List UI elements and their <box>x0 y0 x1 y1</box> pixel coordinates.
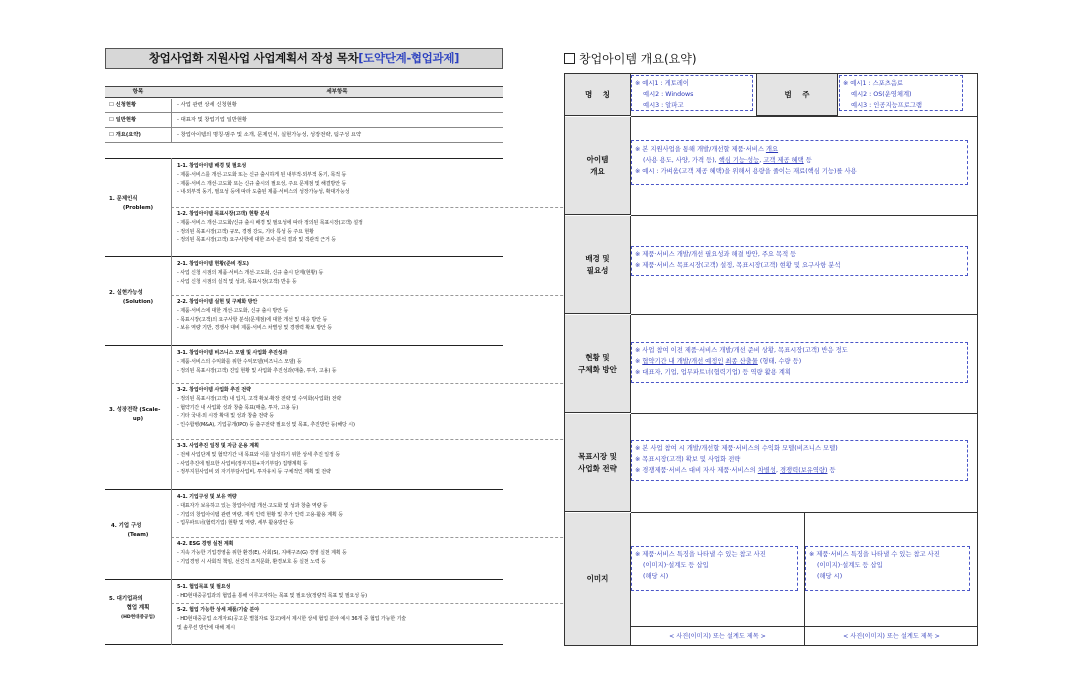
divider <box>171 537 608 538</box>
toc-row-summary <box>105 129 503 143</box>
subsection-3-2: 3-2. 창업아이템 사업화 추진 전략 - 정의된 목표시장(고객) 내 입지, 고객 확보·확장 전략 및 수익화(사업화) 전략 - 협약기간 내 사업화 성과 창출 목표(매출, 투자, 고용 등) - 기타 국내·외 시장 확대 및 성과 창출 전략 등 - 인수합병(M&A), 기업공개(IPO) 등 출구전략 필요성 및 목표, 추진방안 등(해당 시) <box>177 387 355 429</box>
col-item-header: 항목 <box>132 89 144 95</box>
image-caption-2: < 사진(이미지) 또는 설계도 제목 > <box>843 633 940 640</box>
subsection-4-1: 4-1. 기업구성 및 보유 역량 - 대표자가 보유하고 있는 창업아이템 개선·고도화 및 성과 창출 역량 등 - 기업의 창업아이템 관련 역량, 재직 인력 현황 및 추가 인력 고용·활용 계획 등 - 업무파트너(협력기업) 현황 및 역량, 세부 활용방안 등 <box>177 494 343 527</box>
image-caption-1: < 사진(이미지) 또는 설계도 제목 > <box>669 633 766 640</box>
image-placeholder-1[interactable]: ※ 제품·서비스 특징을 나타낼 수 있는 참고 사진 (이미지)·설계도 등 삽입 (해당 시) <box>631 546 798 591</box>
section-label: 5. 대기업과의 협업 계획 (HD현대중공업) <box>109 596 156 620</box>
toc-row-general <box>105 114 503 128</box>
subsection-3-1: 3-1. 창업아이템 비즈니스 모델 및 사업화 추진성과 - 제품·서비스의 수익화를 위한 수익모델(비즈니스 모델) 등 - 정의된 목표시장(고객) 진입 현황 및 사업화 추진성과(매출, 투자, 고용) 등 <box>177 350 337 374</box>
status-content: ※ 사업 참여 이전 제품·서비스 개발/개선 준비 상황, 목표시장(고객) 반응 정도 ※ 협약기간 내 개발/개선 예정인 최종 산출물 (형태, 수량 등) ※ 대표자, 기업, 업무파트너(협력기업) 등 역량 활용 계획 <box>631 342 968 383</box>
section-label: 3. 성장전략 (Scale- up) <box>109 407 161 422</box>
subsection-1-2: 1-2. 창업아이템 목표시장(고객) 현황 분석 - 제품·서비스 개선·고도화/신규 출시 배경 및 필요성에 따라 정의된 목표시장(고객) 설정 - 정의된 목표시장(고객) 규모, 경쟁 강도, 기타 특성 등 주요 현황 - 정의된 목표시장(고객) 요구사항에 대한 조사·분석 결과 및 객관적 근거 등 <box>177 211 363 244</box>
toc-section-scaleup <box>105 345 503 487</box>
subsection-5-1: 5-1. 협업목표 및 필요성 - HD현대중공업과의 협업을 통해 이루고자하는 목표 및 필요성(정량적 목표 및 필요성 등) <box>177 584 368 599</box>
name-label: 명 칭 <box>565 74 631 116</box>
divider <box>171 383 608 384</box>
subsection-5-2: 5-2. 협업 가능한 상세 제품/기술 분야 - HD현대중공업 소개자료(공고문 별첨자료 참고)에서 제시한 상세 협업 분야 예시 36개 중 협업 가능한 기술 및 솔루션 방안에 대해 제시 <box>177 607 407 631</box>
subsection-1-1: 1-1. 창업아이템 배경 및 필요성 - 제품·서비스를 개선·고도화 또는 신규 출시하게 된 내부적·외부적 동기, 목적 등 - 제품·서비스 개선·고도화 또는 신규 출시의 필요성, 주요 문제점 및 해결방안 등 - 내·외부적 동기, 필요성 등에 따라 도출된 제품·서비스의 성장가능성, 확대가능성 <box>177 163 350 196</box>
divider <box>631 626 978 627</box>
subsection-4-2: 4-2. ESG 경영 실천 계획 - 지속 가능한 기업경영을 위한 환경(E), 사회(S), 지배구조(G) 경영 실천 계획 등 - 기업경영 시 사회적 책임, 선진적 조직문화, 환경보호 등 실천 노력 등 <box>177 541 347 565</box>
category-examples: ※ 예시1 : 스포츠음료 예시2 : OS(운영체계) 예시3 : 인공지능프로그램 <box>839 75 963 111</box>
col-detail-header: 세부항목 <box>326 89 348 95</box>
divider <box>171 158 172 645</box>
toc-section-solution <box>105 256 503 344</box>
section-label: 4. 기업 구성 (Team) <box>111 523 149 538</box>
status-label: 현황 및 구체화 방안 <box>565 315 631 413</box>
divider <box>171 207 608 208</box>
image-placeholder-2[interactable]: ※ 제품·서비스 특징을 나타낼 수 있는 참고 사진 (이미지)·설계도 등 삽입 (해당 시) <box>805 546 970 591</box>
divider <box>631 116 978 117</box>
divider <box>171 295 608 296</box>
toc-header-row <box>105 86 503 98</box>
toc-section-collab <box>105 579 503 645</box>
toc-section-team <box>105 489 503 577</box>
divider <box>171 439 608 440</box>
divider <box>171 603 608 604</box>
subsection-2-2: 2-2. 창업아이템 실현 및 구체화 방안 - 제품·서비스에 대한 개선·고도화, 신규 출시 방안 등 - 목표시장(고객)의 요구사항 분석(문제점)에 대한 개선 및 대응 방안 등 - 보유 역량 기반, 경쟁사 대비 제품·서비스 차별성 및 경쟁력 확보 방안 등 <box>177 299 332 332</box>
market-strategy-label: 목표시장 및 사업화 전략 <box>565 414 631 512</box>
checkbox-icon <box>564 53 575 64</box>
section-label: 1. 문제인식 (Problem) <box>109 196 154 211</box>
row-label: ☐ 일반현황 <box>109 117 137 123</box>
name-examples: ※ 예시1 : 게토레이 예시2 : Windows 예시3 : 알파고 <box>631 75 753 111</box>
item-overview-content: ※ 본 지원사업을 통해 개발/개선할 제품·서비스 개요 (사용 용도, 사양, 가격 등), 핵심 기능·성능, 고객 제공 혜택 등 ※ 예시 : 가벼움(고객 제공 혜택)을 위해서 용량을 줄이는 재료(핵심 기능)를 사용 <box>631 140 968 185</box>
divider <box>631 314 978 315</box>
row-value: - 사업 관련 상세 신청현황 <box>177 102 237 108</box>
row-label: ☐ 신청현황 <box>109 102 137 108</box>
toc-section-problem <box>105 158 503 254</box>
category-label: 범 주 <box>756 74 838 116</box>
row-label: ☐ 개요(요약) <box>109 132 141 138</box>
toc-row-application <box>105 99 503 113</box>
divider <box>631 413 978 414</box>
divider <box>631 215 978 216</box>
toc-title-sub: [도약단계-협업과제] <box>358 51 460 65</box>
divider <box>171 99 172 143</box>
background-content: ※ 제품·서비스 개발/개선 필요성과 해결 방안, 주요 목적 등 ※ 제품·서비스 목표시장(고객) 설정, 목표시장(고객) 현황 및 요구사항 분석 <box>631 246 968 276</box>
row-value: - 대표자 및 창업기업 일반현황 <box>177 117 248 123</box>
subsection-3-3: 3-3. 사업추진 일정 및 자금 운용 계획 - 전체 사업단계 및 협약기간 내 목표와 이를 달성하기 위한 상세 추진 일정 등 - 사업추진에 필요한 사업비(정부지원+자기부담) 집행계획 등 - 정부지원사업비 외 자기부담사업비, 투자유치 등 구체적인 계획 및 전략 <box>177 443 340 476</box>
toc-title-main: 창업사업화 지원사업 사업계획서 작성 목차 <box>148 51 359 65</box>
subsection-2-1: 2-1. 창업아이템 현황(준비 정도) - 사업 신청 시점의 제품·서비스 개선·고도화, 신규 출시 단계(현황) 등 - 사업 신청 시점의 실적 및 성과, 목표시장(고객) 반응 등 <box>177 261 324 285</box>
toc-title <box>105 48 503 69</box>
overview-title: 창업아이템 개요(요약) <box>564 50 697 67</box>
row-value: - 창업아이템의 명칭·범주 및 소개, 문제인식, 실현가능성, 성장전략, 팀구성 요약 <box>177 132 362 138</box>
market-strategy-content: ※ 본 사업 참여 시 개발/개선할 제품·서비스의 수익화 모델(비즈니스 모델) ※ 목표시장(고객) 확보 및 사업화 전략 ※ 경쟁제품·서비스 대비 자사 제품·서비스의 차별성, 경쟁력(보유역량) 등 <box>631 440 968 481</box>
image-label: 이미지 <box>565 513 631 645</box>
section-label: 2. 실현가능성 (Solution) <box>109 290 154 305</box>
item-overview-label: 아이템 개요 <box>565 117 631 215</box>
background-label: 배경 및 필요성 <box>565 216 631 314</box>
